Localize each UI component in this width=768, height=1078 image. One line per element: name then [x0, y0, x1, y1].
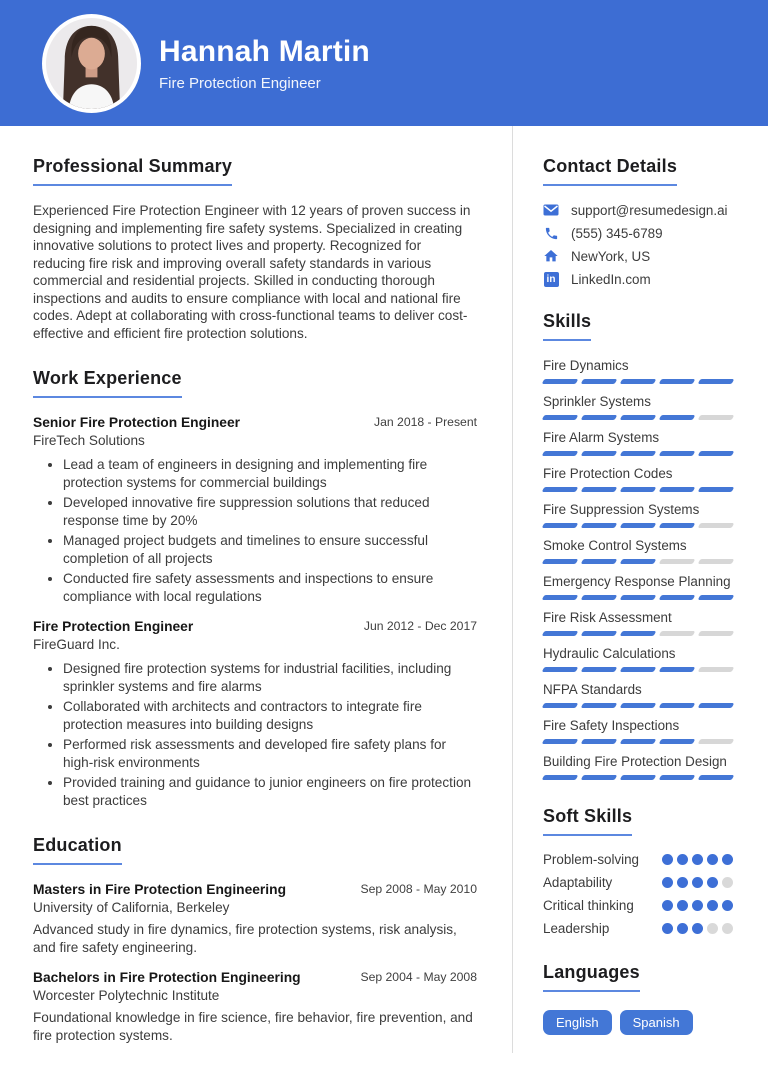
main-column: [33, 126, 477, 1053]
skill-level-bar: [543, 595, 733, 600]
contact-phone: [543, 225, 736, 241]
soft-skill-item: [543, 921, 733, 936]
skill-name: Sprinkler Systems: [543, 394, 651, 409]
contact-linkedin: [543, 271, 736, 287]
section-languages: [543, 962, 736, 1035]
school-name: Worcester Polytechnic Institute: [33, 988, 220, 1003]
soft-skill-rating: [662, 923, 733, 934]
summary-text: Experienced Fire Protection Engineer with 12 years of proven success in designing and implementing fire safety systems. Specialized in creating innovative solutions to protect lives and property. Recognized for reducing fire risk and improving overall safety standards in various commercial and residential projects. Skilled in conducting thorough inspections and audits to ensure compliance with local and national fire codes. Adept at collaborating with cross-functional teams to deliver cost-effective and efficient fire protection solutions.: [33, 203, 471, 341]
skill-name: Fire Risk Assessment: [543, 610, 672, 625]
skill-level-bar: [543, 523, 733, 528]
person-name: Hannah Martin: [159, 34, 370, 68]
soft-skill-rating: [662, 900, 733, 911]
skill-item: [543, 537, 736, 564]
job-bullet-list: [33, 660, 477, 809]
avatar: [42, 14, 141, 113]
summary-heading: Professional Summary: [33, 156, 232, 186]
language-pill: English: [543, 1010, 612, 1035]
skill-name: Fire Safety Inspections: [543, 718, 680, 733]
skill-item: [543, 681, 736, 708]
education-heading: Education: [33, 835, 122, 865]
language-list: [543, 1010, 736, 1035]
skill-name: Fire Alarm Systems: [543, 430, 660, 445]
skill-level-bar: [543, 415, 733, 420]
job-entry: [33, 414, 477, 605]
job-company: FireGuard Inc.: [33, 637, 120, 652]
contact-location-text: NewYork, US: [571, 248, 651, 264]
job-title: Fire Protection Engineer: [33, 619, 194, 634]
section-education: [33, 835, 477, 1044]
contact-email-text: support@resumedesign.ai: [571, 202, 728, 218]
job-bullet: • Collaborated with architects and contractors to integrate fire protection measures into building designs: [63, 698, 477, 733]
job-bullet: • Performed risk assessments and developed fire safety plans for high-risk environments: [63, 736, 477, 771]
education-description: Advanced study in fire dynamics, fire protection systems, risk analysis, and fire safety engineering.: [33, 922, 457, 955]
sidebar-column: [512, 126, 736, 1053]
soft-skill-item: [543, 852, 733, 867]
section-contact-details: [543, 156, 736, 287]
home-icon: [543, 248, 559, 264]
phone-icon: [543, 225, 559, 241]
experience-heading: Work Experience: [33, 368, 182, 398]
skill-name: Fire Protection Codes: [543, 466, 673, 481]
job-dates: Jun 2012 - Dec 2017: [363, 619, 477, 633]
soft-skill-name: Adaptability: [543, 875, 613, 890]
job-company: FireTech Solutions: [33, 433, 145, 448]
languages-heading: Languages: [543, 962, 640, 992]
skill-name: NFPA Standards: [543, 682, 642, 697]
skill-item: [543, 393, 736, 420]
skill-item: [543, 357, 736, 384]
job-bullet-list: [33, 456, 477, 605]
job-bullet: • Lead a team of engineers in designing and implementing fire protection systems for commercial buildings: [63, 456, 477, 491]
skill-level-bar: [543, 775, 733, 780]
section-skills: [543, 311, 736, 780]
skill-name: Fire Dynamics: [543, 358, 629, 373]
job-bullet: • Provided training and guidance to junior engineers on fire protection best practices: [63, 774, 477, 809]
job-bullet: • Conducted fire safety assessments and inspections to ensure compliance with local regulations: [63, 570, 477, 605]
header-banner: [0, 0, 768, 126]
section-professional-summary: [33, 156, 477, 342]
degree-title: Masters in Fire Protection Engineering: [33, 882, 286, 897]
skill-level-bar: [543, 631, 733, 636]
section-work-experience: [33, 368, 477, 809]
skill-item: [543, 429, 736, 456]
skill-item: [543, 609, 736, 636]
avatar-photo: [42, 14, 141, 113]
contact-email: [543, 202, 736, 218]
skill-level-bar: [543, 739, 733, 744]
job-bullet: • Designed fire protection systems for industrial facilities, including sprinkler systems and fire alarms: [63, 660, 477, 695]
skill-item: [543, 465, 736, 492]
soft-skill-name: Problem-solving: [543, 852, 640, 867]
job-entry: [33, 618, 477, 809]
linkedin-icon: in: [543, 271, 559, 287]
soft-skill-item: [543, 898, 733, 913]
skill-level-bar: [543, 559, 733, 564]
skill-name: Smoke Control Systems: [543, 538, 687, 553]
job-dates: Jan 2018 - Present: [374, 415, 477, 429]
education-entry: [33, 969, 477, 1044]
section-soft-skills: [543, 806, 736, 936]
education-entry: [33, 881, 477, 956]
skill-name: Emergency Response Planning: [543, 574, 731, 589]
skill-name: Fire Suppression Systems: [543, 502, 700, 517]
skill-item: [543, 717, 736, 744]
skill-level-bar: [543, 667, 733, 672]
education-description: Foundational knowledge in fire science, fire behavior, fire prevention, and fire protection systems.: [33, 1010, 473, 1043]
soft-skill-name: Critical thinking: [543, 898, 634, 913]
soft-skill-rating: [662, 877, 733, 888]
education-dates: Sep 2008 - May 2010: [360, 882, 477, 896]
degree-title: Bachelors in Fire Protection Engineering: [33, 970, 301, 985]
skill-name: Building Fire Protection Design: [543, 754, 727, 769]
contact-heading: Contact Details: [543, 156, 677, 186]
job-bullet: • Developed innovative fire suppression solutions that reduced response time by 20%: [63, 494, 477, 529]
skill-level-bar: [543, 379, 733, 384]
person-job-title: Fire Protection Engineer: [159, 74, 321, 92]
soft-skill-item: [543, 875, 733, 890]
skill-item: [543, 501, 736, 528]
soft-skill-name: Leadership: [543, 921, 610, 936]
language-pill: Spanish: [620, 1010, 693, 1035]
skill-item: [543, 573, 736, 600]
skill-level-bar: [543, 703, 733, 708]
soft-skills-heading: Soft Skills: [543, 806, 632, 836]
skill-name: Hydraulic Calculations: [543, 646, 676, 661]
soft-skill-rating: [662, 854, 733, 865]
skills-heading: Skills: [543, 311, 591, 341]
job-title: Senior Fire Protection Engineer: [33, 415, 240, 430]
education-dates: Sep 2004 - May 2008: [360, 970, 477, 984]
skill-level-bar: [543, 451, 733, 456]
school-name: University of California, Berkeley: [33, 900, 230, 915]
contact-phone-text: (555) 345-6789: [571, 225, 663, 241]
contact-location: [543, 248, 736, 264]
job-bullet: • Managed project budgets and timelines to ensure successful completion of all projects: [63, 532, 477, 567]
skill-item: [543, 645, 736, 672]
skill-item: [543, 753, 736, 780]
contact-linkedin-text: LinkedIn.com: [571, 271, 651, 287]
email-icon: [543, 202, 559, 218]
skill-level-bar: [543, 487, 733, 492]
